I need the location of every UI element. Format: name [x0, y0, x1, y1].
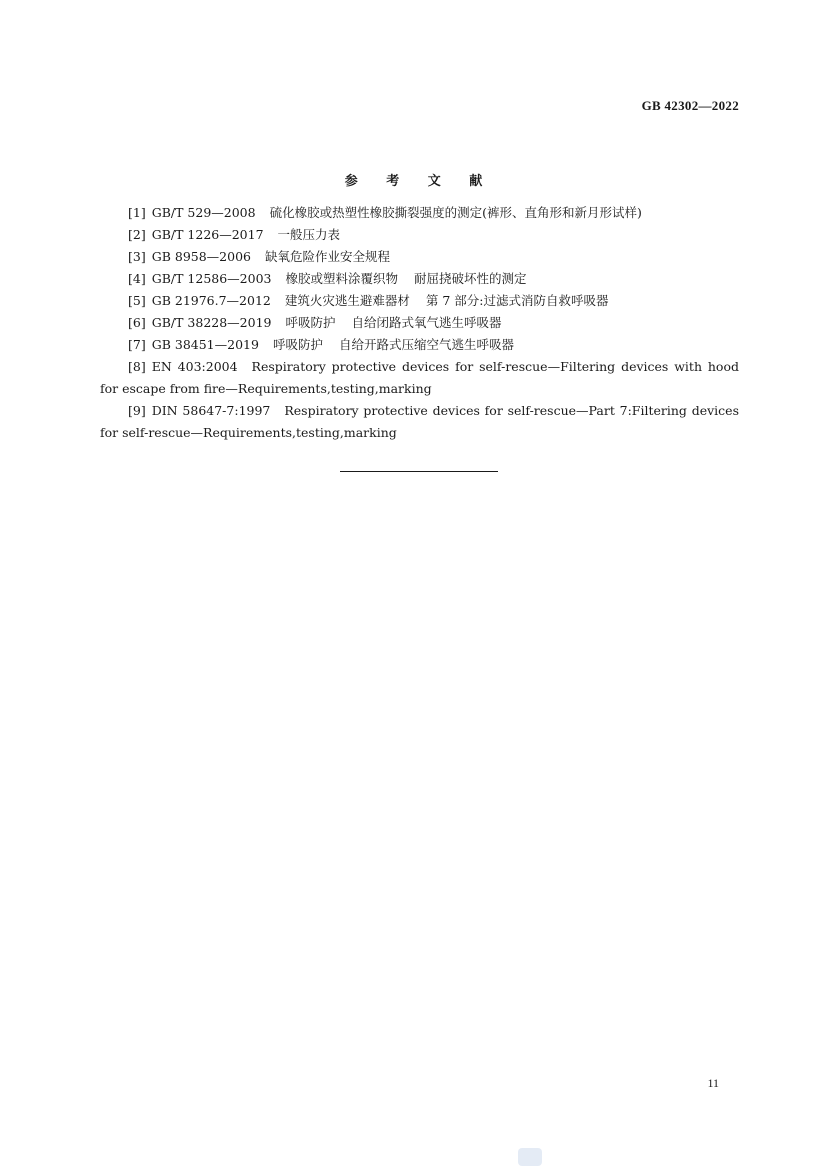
- reference-title: 一般压力表: [277, 227, 341, 242]
- reference-code: DIN 58647-7:1997: [151, 403, 271, 418]
- reference-title: 硫化橡胶或热塑性橡胶撕裂强度的测定(裤形、直角形和新月形试样): [269, 205, 642, 220]
- reference-subtitle: 耐屈挠破坏性的测定: [414, 271, 527, 286]
- page-number: 11: [707, 1076, 719, 1090]
- reference-number: [2]: [128, 227, 146, 242]
- reference-item: [100, 202, 739, 224]
- reference-code: GB/T 38228—2019: [151, 315, 272, 330]
- reference-code: GB 21976.7—2012: [151, 293, 271, 308]
- reference-title: Respiratory protective devices for self-rescue—Part 7:Filtering devices for self-rescue—Requirements,testing,marking: [100, 403, 739, 440]
- reference-item: [100, 356, 739, 400]
- reference-code: GB/T 1226—2017: [151, 227, 264, 242]
- reference-subtitle: 自给开路式压缩空气逃生呼吸器: [338, 337, 514, 352]
- standard-code: GB 42302—2022: [641, 98, 739, 113]
- end-rule: [340, 471, 498, 472]
- reference-title: 建筑火灾逃生避难器材: [284, 293, 410, 308]
- reference-number: [3]: [128, 249, 146, 264]
- reference-number: [9]: [128, 403, 146, 418]
- reference-subtitle: 自给闭路式氧气逃生呼吸器: [351, 315, 502, 330]
- reference-number: [5]: [128, 293, 146, 308]
- reference-code: EN 403:2004: [151, 359, 238, 374]
- reference-number: [6]: [128, 315, 146, 330]
- watermark-logo: [518, 1148, 542, 1166]
- reference-item: [100, 268, 739, 290]
- reference-number: [1]: [128, 205, 146, 220]
- reference-title: 橡胶或塑料涂覆织物: [285, 271, 399, 286]
- bibliography-title: 参 考 文 献: [344, 174, 495, 189]
- reference-item: [100, 246, 739, 268]
- reference-title: Respiratory protective devices for self-rescue—Filtering devices with hood for escape from fire—Requirements,testing,marking: [100, 359, 739, 396]
- reference-title: 缺氧危险作业安全规程: [265, 249, 391, 264]
- reference-code: GB 38451—2019: [151, 337, 259, 352]
- reference-item: [100, 400, 739, 444]
- reference-subtitle: 第 7 部分:过滤式消防自救呼吸器: [425, 293, 609, 308]
- reference-code: GB/T 12586—2003: [151, 271, 272, 286]
- reference-title: 呼吸防护: [285, 315, 336, 330]
- reference-title: 呼吸防护: [272, 337, 323, 352]
- reference-list: [100, 202, 739, 444]
- reference-number: [8]: [128, 359, 146, 374]
- reference-item: [100, 334, 739, 356]
- reference-item: [100, 224, 739, 246]
- reference-code: GB 8958—2006: [151, 249, 251, 264]
- reference-item: [100, 290, 739, 312]
- reference-number: [4]: [128, 271, 146, 286]
- reference-code: GB/T 529—2008: [151, 205, 256, 220]
- reference-item: [100, 312, 739, 334]
- reference-number: [7]: [128, 337, 146, 352]
